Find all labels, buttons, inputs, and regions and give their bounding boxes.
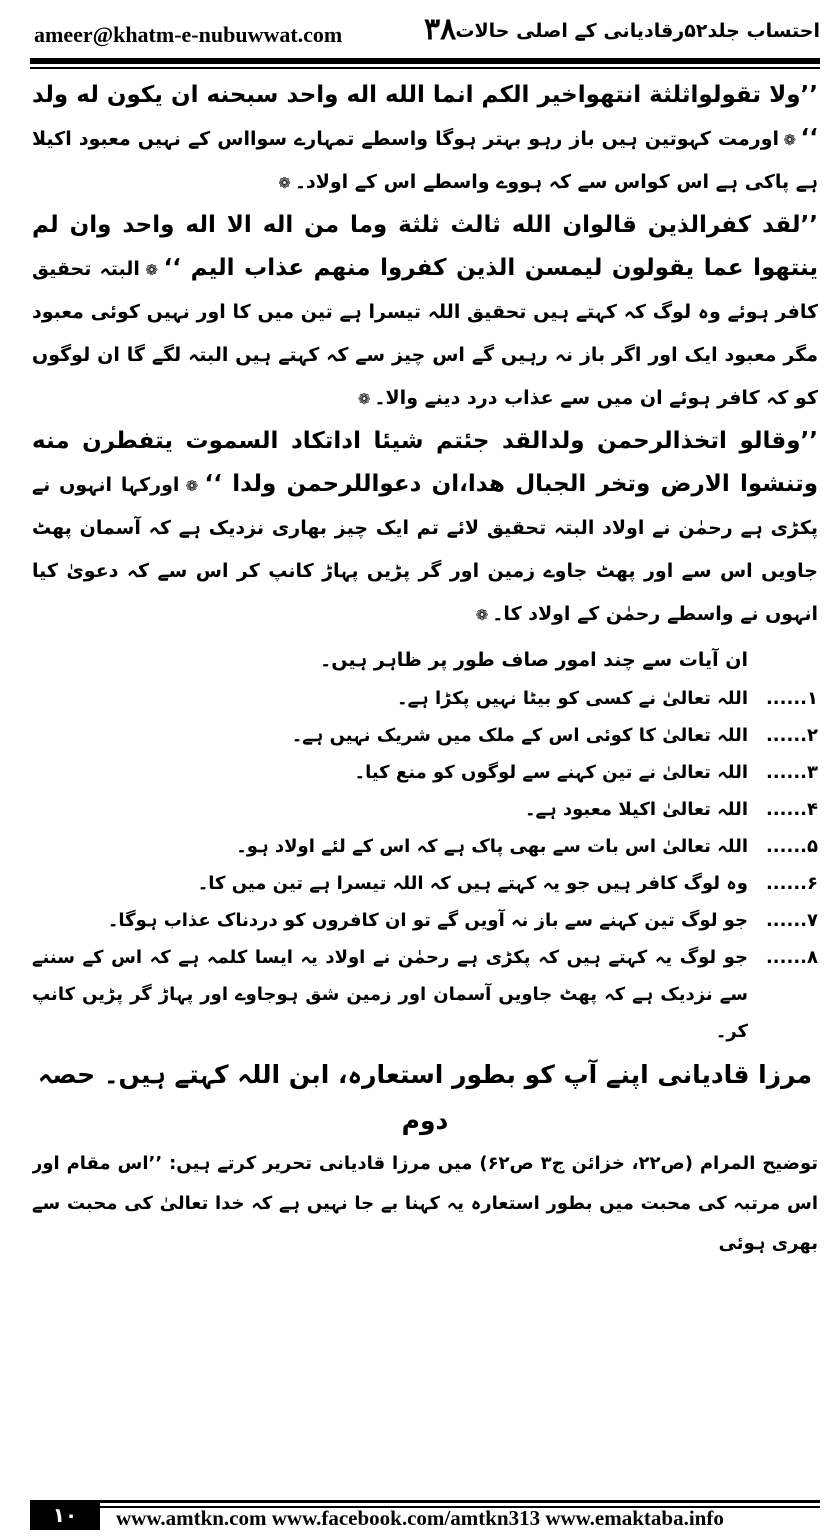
header-rule-thick [30, 58, 820, 64]
list-item-number: ۴...... [765, 799, 818, 820]
arabic-verse: ’’ولا تقولواثلثة انتهواخير الكم انما الله اله واحد سبحنه ان يكون له ولد ‘‘ [32, 82, 818, 151]
list-item-number: ۵...... [765, 836, 818, 857]
list-item-number: ۱...... [765, 688, 818, 709]
urdu-translation: اورمت کہوتین ہیں باز رہو بہتر ہوگا واسطے تمہارے سوااس کے نہیں معبود اکیلا ہے پاکی ہے اس کواس سے کہ ہووے واسطے اس کے اولاد۔ [32, 128, 818, 193]
arabic-verse: ’’لقد كفرالذين قالوان الله ثالث ثلثة وما من اله الا اله واحد وان لم ينتهوا عما يقولون ليمسن الذين كفروا منهم عذاب اليم ‘‘ [32, 212, 818, 281]
page-header [34, 14, 820, 54]
list-item-text: اللہ تعالیٰ کا کوئی اس کے ملک میں شریک نہیں ہے۔ [291, 725, 748, 746]
header-rule-thin [30, 67, 820, 69]
list-item-text: اللہ تعالیٰ نے تین کہنے سے لوگوں کو منع کیا۔ [354, 762, 748, 783]
page-footer [30, 1500, 820, 1530]
urdu-translation: البتہ تحقیق کافر ہوئے وہ لوگ کہ کہتے ہیں تحقیق اللہ تیسرا ہے تین میں کا اور نہیں کوئی معبود مگر معبود ایک اور اگر باز نہ رہیں گے اس چیز سے کہ کہتے ہیں البتہ لگے گا ان لوگوں کو کہ کافر ہوئے ان میں سے عذاب درد دینے والا۔ [32, 258, 818, 409]
list-item [32, 902, 818, 939]
list-item-text: جو لوگ تین کہنے سے باز نہ آویں گے تو ان کافروں کو دردناک عذاب ہوگا۔ [107, 910, 748, 931]
verse-block-3 [32, 420, 818, 636]
list-item [32, 717, 818, 754]
footer-rule-thick [100, 1500, 820, 1503]
header-page-number: ۳۸ [424, 12, 457, 47]
section-heading: مرزا قادیانی اپنے آپ کو بطور استعارہ، ابن اللہ کہتے ہیں۔ حصہ دوم [37, 1060, 813, 1135]
list-item [32, 754, 818, 791]
points-intro: ان آیات سے چند امور صاف طور پر ظاہر ہیں۔ [320, 649, 748, 671]
list-item [32, 939, 818, 1050]
list-item [32, 828, 818, 865]
verse-block-2 [32, 204, 818, 420]
header-book-title: احتساب جلد۵۲رقادیانی کے اصلی حالات [455, 20, 820, 42]
page-body [32, 74, 818, 1458]
list-item-text: اللہ تعالیٰ اس بات سے بھی پاک ہے کہ اس کے لئے اولاد ہو۔ [236, 836, 748, 857]
list-item-number: ۳...... [765, 762, 818, 783]
list-item [32, 680, 818, 717]
verse-block-1 [32, 74, 818, 204]
list-item-number: ۲...... [765, 725, 818, 746]
arabic-verse: ’’وقالو اتخذالرحمن ولدالقد جئتم شيئا اداتكاد السموت يتفطرن منه وتنشوا الارض وتخر الجبال هدا،ان دعواللرحمن ولدا ‘‘ [32, 428, 818, 497]
section-text: توضیح المرام (ص۲۲، خزائن ج۳ ص۶۲) میں مرزا قادیانی تحریر کرتے ہیں: ’’اس مقام اور اس مرتبہ کی محبت میں بطور استعارہ یہ کہنا بے جا نہیں ہے کہ خدا تعالیٰ کی محبت سے بھری ہوئی [32, 1153, 818, 1254]
header-email: ameer@khatm-e-nubuwwat.com [34, 22, 343, 47]
list-item-text: وہ لوگ کافر ہیں جو یہ کہتے ہیں کہ اللہ تیسرا ہے تین میں کا۔ [197, 873, 748, 894]
ornament-icon: ❁ [145, 263, 158, 279]
list-item-number: ۷...... [765, 910, 818, 931]
footer-urls: www.amtkn.com www.facebook.com/amtkn313 www.emaktaba.info [116, 1506, 724, 1530]
footer-page-number: ۱۰ [30, 1500, 100, 1530]
ornament-icon: ❁ [185, 479, 199, 495]
list-item-text: اللہ تعالیٰ نے کسی کو بیٹا نہیں پکڑا ہے۔ [397, 688, 748, 709]
ornament-icon: ❁ [475, 608, 489, 624]
urdu-translation: اورکہا انہوں نے پکڑی ہے رحمٰن نے اولاد البتہ تحقیق لائے تم ایک چیز بھاری نزدیک ہے کہ آسمان پھٹ جاویں اس سے اور پھٹ جاوے زمین اور گر پڑیں پہاڑ کانپ کر اس سے کہ دعویٰ کیا انہوں نے واسطے رحمٰن کے اولاد کا۔ [32, 474, 818, 625]
points-list [32, 680, 818, 1050]
list-item [32, 865, 818, 902]
list-item-number: ۶...... [765, 873, 818, 894]
list-item-text: اللہ تعالیٰ اکیلا معبود ہے۔ [524, 799, 748, 820]
list-item [32, 791, 818, 828]
list-item-text: جو لوگ یہ کہتے ہیں کہ پکڑی ہے رحمٰن نے اولاد یہ ایسا کلمہ ہے کہ اس کے سننے سے نزدیک ہے کہ پھٹ جاویں آسمان اور زمین شق ہوجاوے اور پہاڑ گر پڑیں کانپ کر۔ [32, 947, 748, 1042]
ornament-icon: ❁ [783, 133, 797, 149]
list-item-number: ۸...... [765, 947, 818, 968]
ornament-icon: ❁ [357, 392, 371, 408]
ornament-icon: ❁ [278, 176, 291, 192]
